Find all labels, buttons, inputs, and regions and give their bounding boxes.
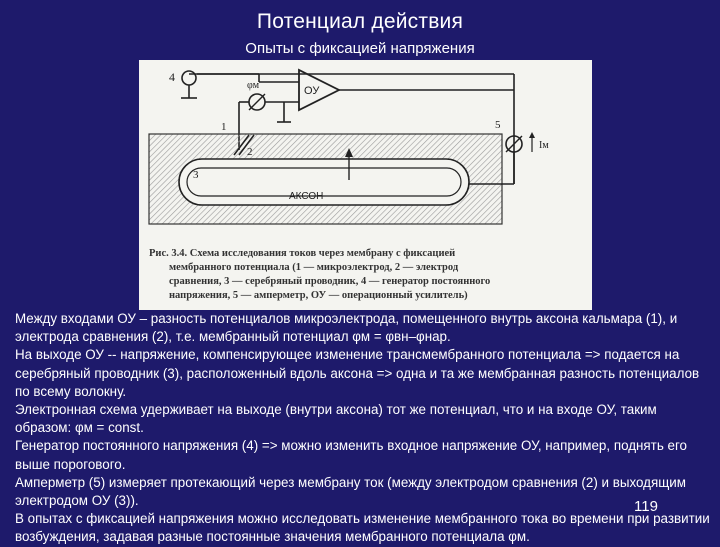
voltmeter-icon (249, 94, 265, 110)
label-3: 3 (193, 169, 199, 181)
body-text (15, 310, 710, 547)
label-im: Iм (539, 140, 549, 151)
caption-line-3: сравнения, 3 — серебряный проводник, 4 — генератор постоянного (169, 276, 491, 287)
slide-subtitle: Опыты с фиксацией напряжения (245, 40, 475, 57)
label-axon: АКСОН (289, 191, 324, 202)
label-1: 1 (221, 121, 227, 133)
paragraph: На выходе ОУ -- напряжение, компенсирующее изменение трансмембранного потенциала => подается на серебряный проводник (3), расположенный вдоль аксона => одна и та же мембранная разность потенциалов по всему волокну. (15, 347, 700, 399)
circuit-figure (139, 60, 592, 310)
label-phi: φм (247, 80, 260, 91)
paragraph: В опытах с фиксацией напряжения можно исследовать изменение мембранного тока во времени при развитии возбуждения, задавая разные постоянные значения мембранного потенциала φм. (15, 511, 710, 545)
caption-line-2: мембранного потенциала (1 — микроэлектрод, 2 — электрод (169, 262, 459, 273)
label-ou: ОУ (304, 85, 320, 97)
caption-line-4: напряжения, 5 — амперметр, ОУ — операционный усилитель) (169, 290, 468, 301)
page-number: 119 (634, 498, 658, 515)
paragraph: Электронная схема удерживает на выходе (внутри аксона) тот же потенциал, что и на входе ОУ, таким образом: φм = const. (15, 402, 657, 436)
label-5: 5 (495, 119, 501, 131)
slide-title: Потенциал действия (256, 10, 464, 33)
paragraph: Генератор постоянного напряжения (4) => можно изменить входное напряжение ОУ, например, поднять его выше порогового. (15, 438, 687, 472)
label-2: 2 (247, 146, 253, 158)
generator-icon (181, 71, 197, 98)
paragraph: Амперметр (5) измеряет протекающий через мембрану ток (между электродом сравнения (2) и выходящим электродом ОУ (3)). (15, 474, 686, 509)
circuit-diagram (139, 60, 592, 310)
caption-line-1: Рис. 3.4. Схема исследования токов через мембрану с фиксацией (149, 248, 456, 259)
paragraph: Между входами ОУ – разность потенциалов микроэлектрода, помещенного внутрь аксона кальмара (1), и электрода сравнения (2), т.е. мембранный потенциал φм = φвн–φнар. (15, 311, 678, 345)
label-4: 4 (169, 70, 175, 84)
